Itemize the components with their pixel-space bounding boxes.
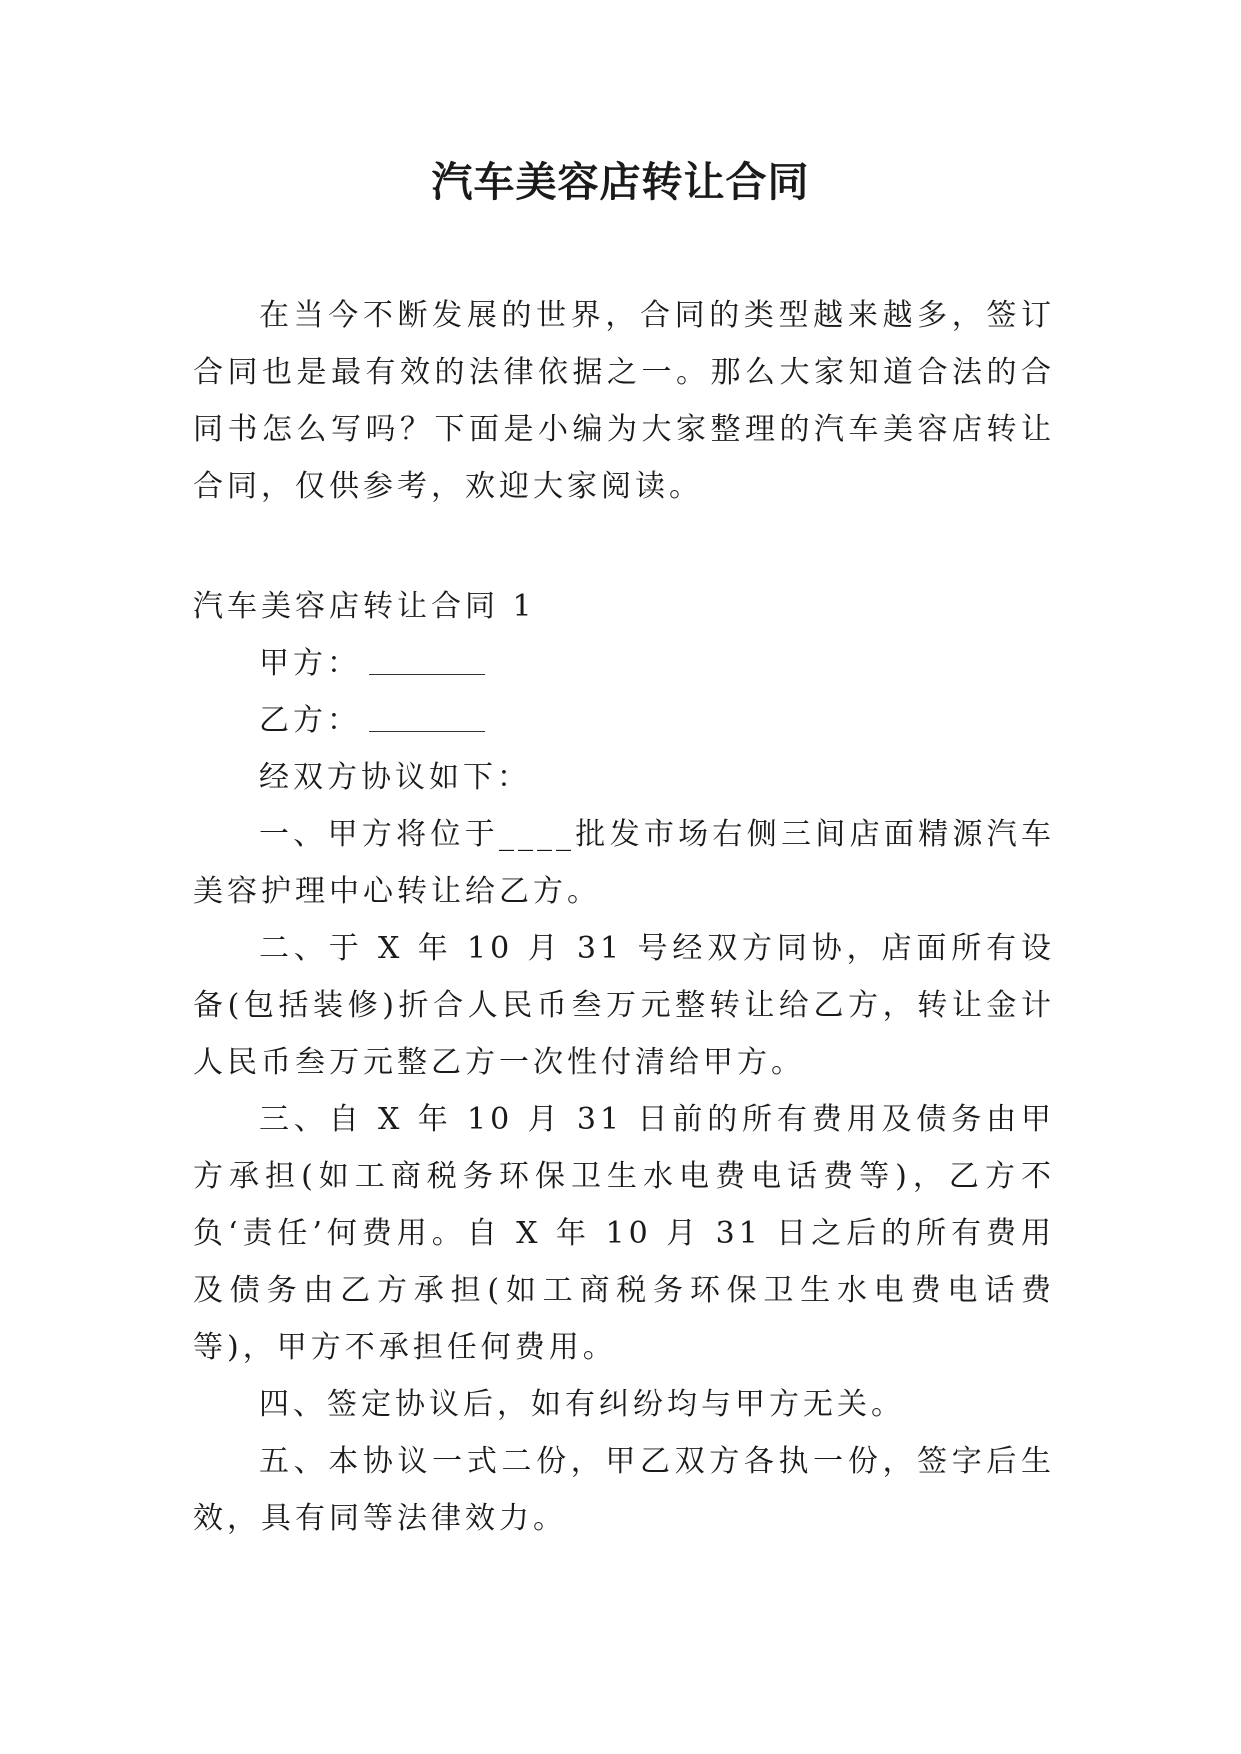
clause-4: 四、签定协议后，如有纠纷均与甲方无关。 bbox=[259, 1387, 905, 1422]
party-b-label: 乙方： bbox=[259, 703, 361, 738]
party-b-blank bbox=[369, 701, 485, 732]
clause-3: 三、自 X 年 10 月 31 日前的所有费用及债务由甲方承担(如工商税务环保卫生水电费电话费等)，乙方不负‘责任’何费用。自 X 年 10 月 31 日之后的所有费用及债务由乙方承担(如工商税务环保卫生水电费电话费等)，甲方不承担任何费用。 bbox=[193, 1102, 1055, 1365]
document-title: 汽车美容店转让合同 bbox=[431, 158, 810, 206]
party-a-line bbox=[193, 635, 1055, 692]
intro-block bbox=[193, 287, 1055, 515]
agreement-intro: 经双方协议如下： bbox=[259, 760, 531, 795]
party-a-label: 甲方： bbox=[259, 646, 361, 681]
intro-paragraph: 在当今不断发展的世界，合同的类型越来越多，签订合同也是最有效的法律依据之一。那么大家知道合法的合同书怎么写吗？下面是小编为大家整理的汽车美容店转让合同，仅供参考，欢迎大家阅读。 bbox=[193, 298, 1055, 504]
party-a-blank bbox=[369, 644, 485, 675]
clause-2: 二、于 X 年 10 月 31 号经双方同协，店面所有设备(包括装修)折合人民币叁万元整转让给乙方，转让金计人民币叁万元整乙方一次性付清给甲方。 bbox=[193, 931, 1055, 1080]
section-heading: 汽车美容店转让合同 1 bbox=[193, 589, 536, 624]
party-b-line bbox=[193, 692, 1055, 749]
clause-1: 一、甲方将位于____批发市场右侧三间店面精源汽车美容护理中心转让给乙方。 bbox=[193, 817, 1055, 909]
clause-5: 五、本协议一式二份，甲乙双方各执一份，签字后生效，具有同等法律效力。 bbox=[193, 1444, 1055, 1536]
contract-section bbox=[193, 578, 1055, 1547]
